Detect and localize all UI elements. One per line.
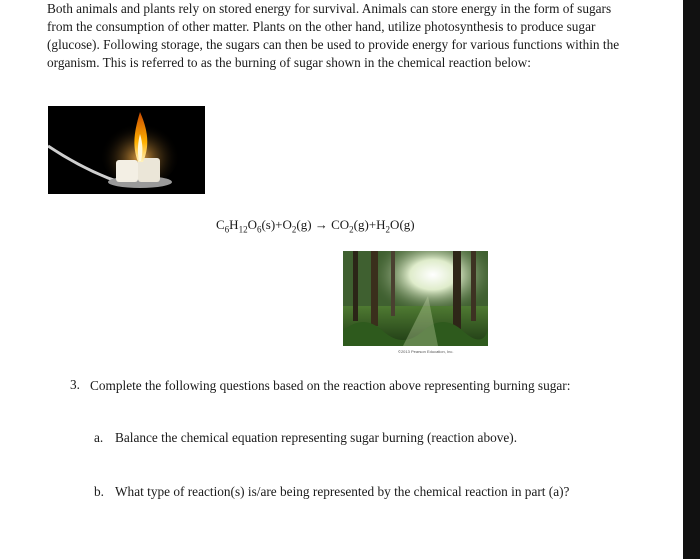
oxygen-state: (g) — [296, 217, 312, 232]
part-b-text: What type of reaction(s) is/are being represented by the chemical reaction in part (a)? — [115, 484, 570, 499]
chemical-equation — [216, 217, 415, 235]
plus-sign: + — [275, 217, 283, 232]
glucose-oxygen: O — [247, 217, 257, 232]
glucose-hydrogen: H — [229, 217, 239, 232]
forest-photo — [343, 251, 488, 346]
glucose-carbon-subscript: 6 — [224, 224, 230, 235]
glucose-hydrogen-subscript: 12 — [238, 224, 248, 235]
question-number: 3. — [70, 377, 80, 392]
water-hydrogen-subscript: 2 — [385, 224, 391, 235]
intro-paragraph: Both animals and plants rely on stored energy for survival. Animals can store energy in the form of sugars from the consumption of other matter. Plants on the other hand, utilize photosynthesis to produce sugar (glucose). Following storage, the sugars can then be used to provide energy for various functions within the organism. This is referred to as the burning of sugar shown in the chemical reaction below: — [47, 1, 620, 70]
water-oxygen: O — [390, 217, 400, 232]
water-hydrogen: H — [376, 217, 386, 232]
carbon-dioxide-state: (g) — [353, 217, 369, 232]
oxygen-subscript: 2 — [291, 224, 297, 235]
carbon-dioxide-subscript: 2 — [349, 224, 354, 235]
oxygen: O — [282, 217, 292, 232]
question-text: Complete the following questions based on the reaction above representing burning sugar: — [90, 378, 571, 393]
carbon-dioxide: CO — [331, 217, 350, 232]
right-edge-bar — [683, 0, 700, 559]
reaction-arrow: → — [311, 217, 332, 232]
part-b-label: b. — [94, 484, 104, 499]
glucose-state: (s) — [261, 217, 276, 232]
part-a-text: Balance the chemical equation representing sugar burning (reaction above). — [115, 430, 518, 445]
plus-sign: + — [368, 217, 377, 232]
photo-credit: ©2013 Pearson Education, Inc. — [398, 349, 454, 354]
water-state: (g) — [399, 217, 415, 232]
part-a-label: a. — [94, 430, 104, 445]
glucose-oxygen-subscript: 6 — [256, 224, 262, 235]
glucose-carbon: C — [216, 217, 225, 232]
burning-sugar-cube-image — [48, 106, 205, 194]
